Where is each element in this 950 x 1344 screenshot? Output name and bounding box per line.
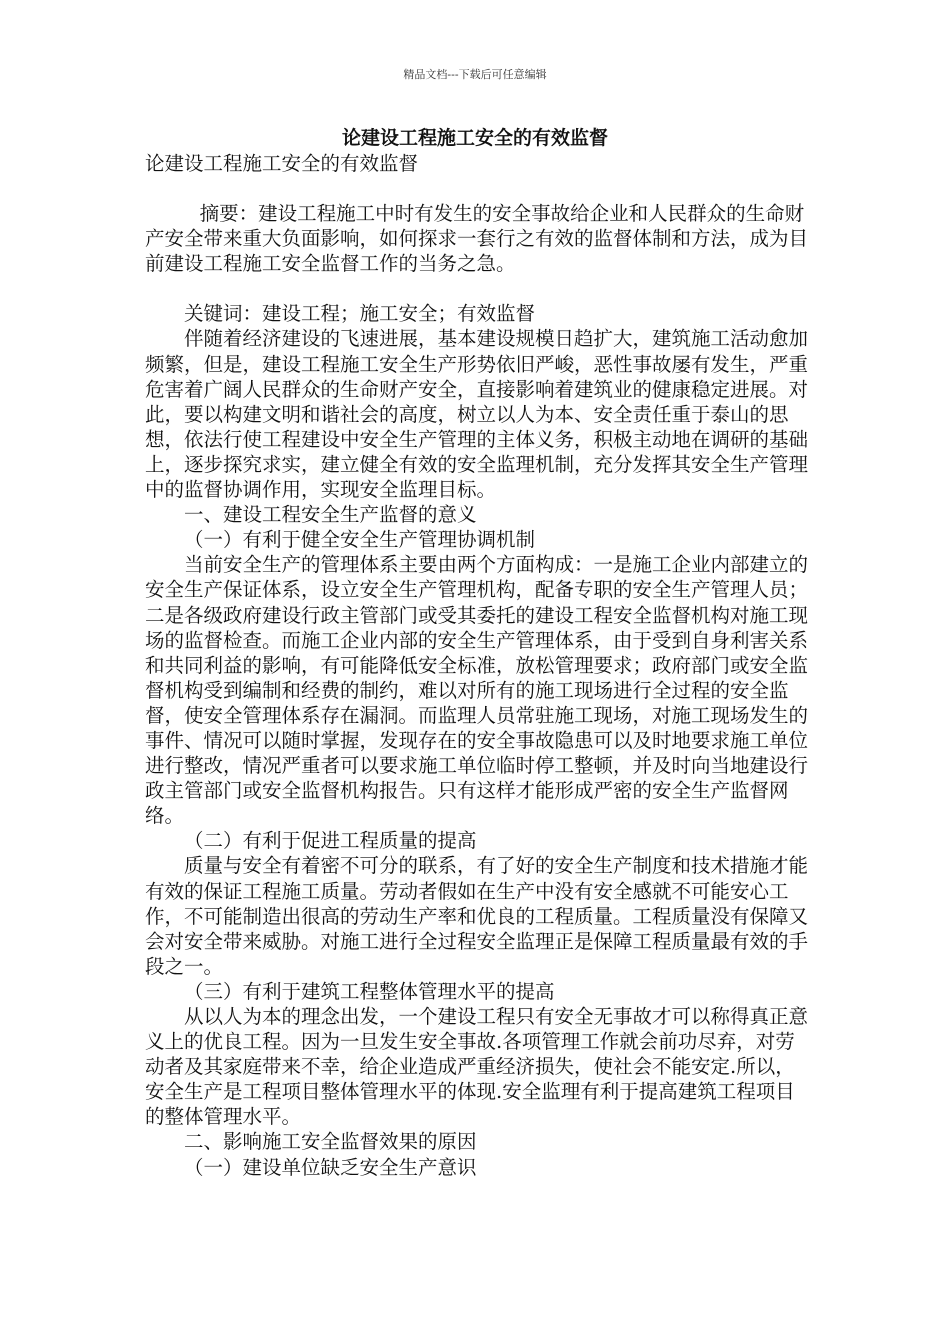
subsection-heading-1-3: （三）有利于建筑工程整体管理水平的提高 (184, 979, 555, 1003)
abstract-paragraph: 摘要：建设工程施工中时有发生的安全事故给企业和人民群众的生命财产安全带来重大负面影响，如何探求一套行之有效的监督体制和方法，成为目前建设工程施工安全监督工作的当务之急。 (145, 202, 809, 276)
body-paragraph: 当前安全生产的管理体系主要由两个方面构成：一是施工企业内部建立的安全生产保证体系，设立安全生产管理机构，配备专职的安全生产管理人员；二是各级政府建设行政主管部门或受其委托的建设工程安全监督机构对施工现场的监督检查。而施工企业内部的安全生产管理体系，由于受到自身利害关系和共同利益的影响，有可能降低安全标准，放松管理要求；政府部门或安全监督机构受到编制和经费的制约，难以对所有的施工现场进行全过程的安全监督，使安全管理体系存在漏洞。而监理人员常驻施工现场，对施工现场发生的事件、情况可以随时掌握，发现存在的安全事故隐患可以及时地要求施工单位进行整改，情况严重者可以要求施工单位临时停工整顿，并及时向当地建设行政主管部门或安全监督机构报告。只有这样才能形成严密的安全生产监督网络。 (145, 553, 809, 828)
body-paragraph: 从以人为本的理念出发，一个建设工程只有安全无事故才可以称得真正意义上的优良工程。因为一旦发生安全事故.各项管理工作就会前功尽弃，对劳动者及其家庭带来不幸，给企业造成严重经济损失，使社会不能安定.所以，安全生产是工程项目整体管理水平的体现.安全监理有利于提高建筑工程项目的整体管理水平。 (145, 1005, 809, 1129)
document-title: 论建设工程施工安全的有效监督 (341, 127, 608, 149)
subsection-heading-1-2: （二）有利于促进工程质量的提高 (184, 829, 477, 853)
subsection-heading-1-1: （一）有利于健全安全生产管理协调机制 (184, 528, 536, 552)
section-heading-2: 二、影响施工安全监督效果的原因 (184, 1130, 477, 1154)
body-paragraph: 质量与安全有着密不可分的联系，有了好的安全生产制度和技术措施才能有效的保证工程施工质量。劳动者假如在生产中没有安全感就不可能安心工作，不可能制造出很高的劳动生产率和优良的工程质量。工程质量没有保障又会对安全带来威胁。对施工进行全过程安全监理正是保障工程质量最有效的手段之一。 (145, 854, 809, 978)
blank-line (145, 176, 811, 201)
subtitle: 论建设工程施工安全的有效监督 (145, 152, 419, 175)
document-body (145, 151, 811, 1180)
subsection-heading-2-1: （一）建设单位缺乏安全生产意识 (184, 1155, 477, 1179)
intro-paragraph: 伴随着经济建设的飞速进展，基本建设规模日趋扩大，建筑施工活动愈加频繁，但是，建设工程施工安全生产形势依旧严峻，恶性事故屡有发生，严重危害着广阔人民群众的生命财产安全，直接影响着建筑业的健康稳定进展。对此，要以构建文明和谐社会的高度，树立以人为本、安全责任重于泰山的思想，依法行使工程建设中安全生产管理的主体义务，积极主动地在调研的基础上，逐步探究求实，建立健全有效的安全监理机制，充分发挥其安全生产管理中的监督协调作用，实现安全监理目标。 (145, 327, 809, 502)
section-heading-1: 一、建设工程安全生产监督的意义 (184, 503, 477, 527)
page-header: 精品文档---下载后可任意编辑 (403, 68, 547, 81)
keywords-line: 关键词：建设工程；施工安全；有效监督 (184, 302, 536, 326)
blank-line (145, 276, 811, 301)
